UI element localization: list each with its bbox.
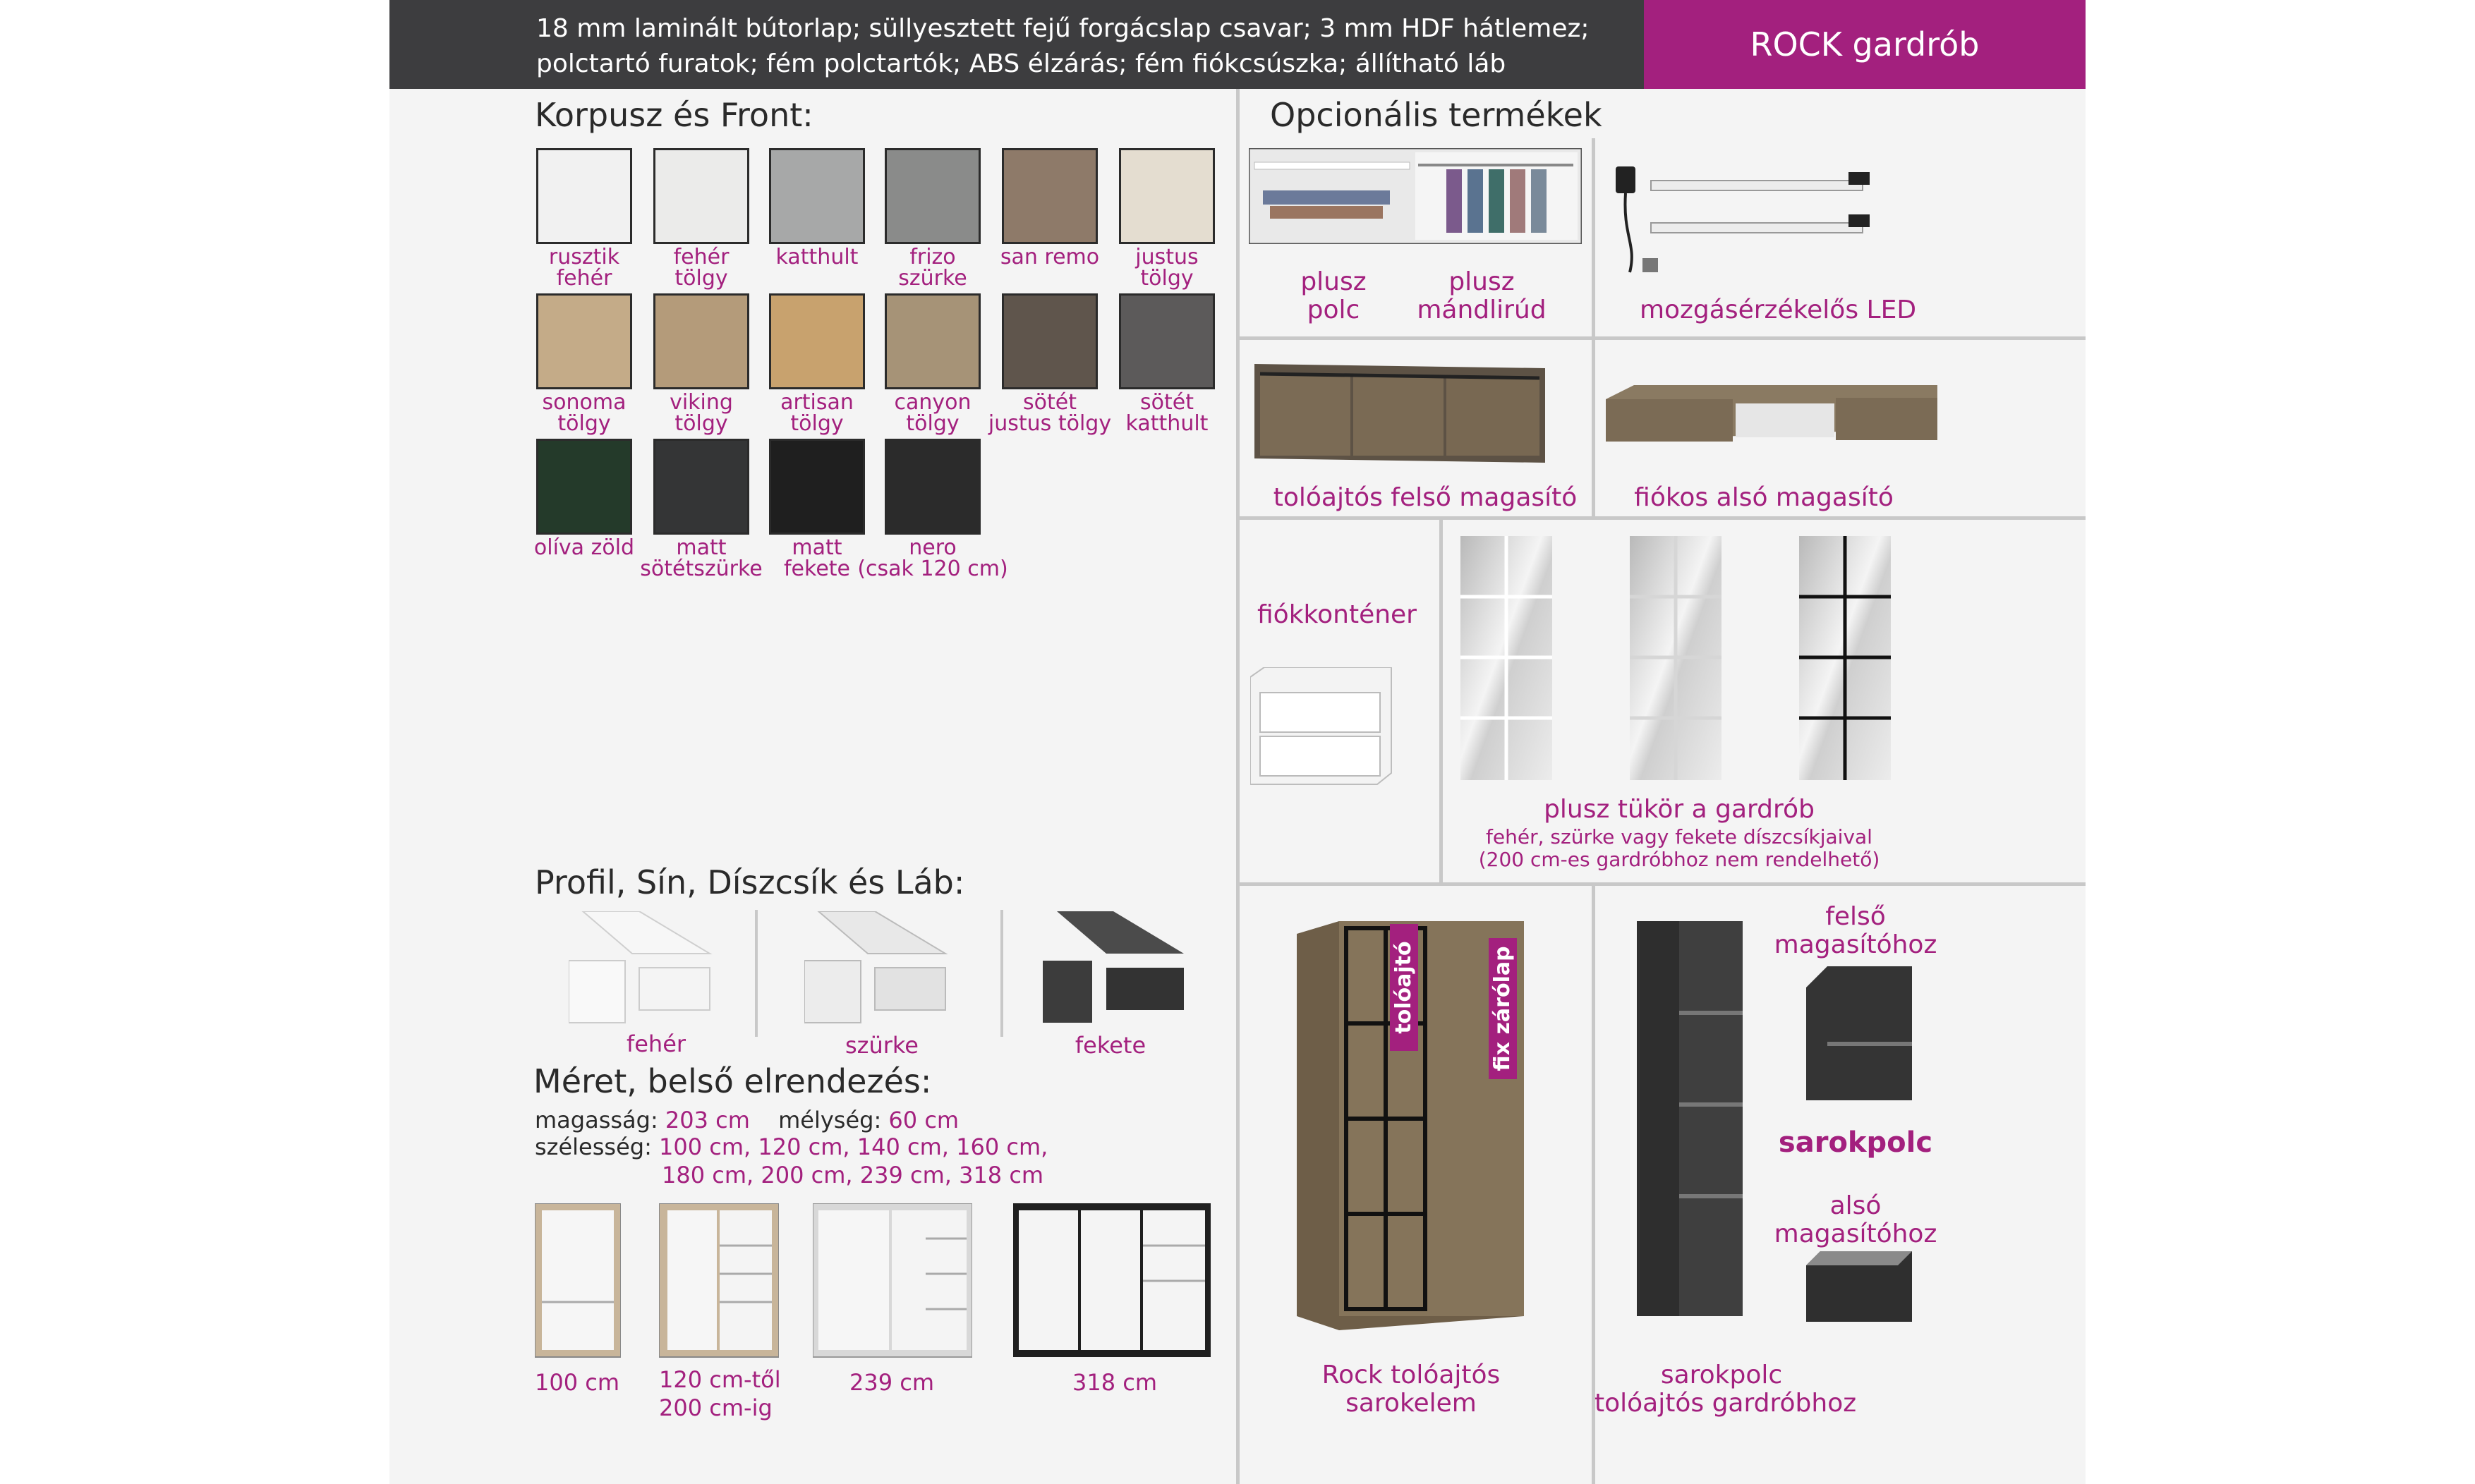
profil-fekete-label: fekete — [1075, 1032, 1146, 1059]
swatch-label-line: tölgy — [674, 266, 728, 291]
label-line: mándlirúd — [1417, 296, 1547, 324]
divider — [1000, 910, 1003, 1037]
swatch-label-line: sötét — [1140, 390, 1194, 415]
swatch-label-line: justus — [1135, 245, 1199, 269]
spec-header — [389, 0, 1644, 89]
top-extension-image — [1254, 357, 1558, 463]
label-line: tolóajtós gardróbhoz — [1594, 1389, 1857, 1418]
swatch-label-line: fekete — [784, 556, 850, 581]
dimension-height-depth — [535, 1106, 959, 1134]
shelf-rod-photo — [1249, 148, 1582, 244]
plusz-polc-label — [1291, 268, 1376, 324]
color-swatch[interactable] — [769, 439, 865, 535]
divider — [1592, 138, 1595, 339]
size-239-label — [849, 1368, 934, 1397]
magassag-value: 203 cm — [665, 1107, 750, 1133]
drawer-container-image — [1250, 667, 1405, 791]
divider — [1439, 520, 1443, 884]
fix-zarolap-tag: fix zárólap — [1489, 938, 1517, 1079]
swatch-label-line: szürke — [898, 266, 967, 291]
wardrobe-100-image — [535, 1203, 621, 1358]
color-swatch[interactable] — [1119, 148, 1215, 244]
section-title-korpusz: Korpusz és Front: — [535, 96, 813, 134]
also-magasitohoz-label — [1757, 1192, 1954, 1248]
mirror-black-grid — [1799, 536, 1891, 780]
swatch-label-line: sonoma — [542, 390, 627, 415]
label-line: 239 cm — [849, 1369, 935, 1396]
swatch-label-line: tölgy — [674, 411, 728, 436]
tukor-line-2: fehér, szürke vagy fekete díszcsíkjaival — [1486, 825, 1872, 849]
label-line: sarokelem — [1345, 1389, 1477, 1418]
szelesseg-values-2: 180 cm, 200 cm, 239 cm, 318 cm — [662, 1162, 1044, 1188]
swatch-label — [857, 537, 1009, 580]
led-label: mozgásérzékelős LED — [1639, 296, 1917, 324]
swatch-label-line: justus tölgy — [988, 411, 1112, 436]
color-swatch[interactable] — [769, 148, 865, 244]
color-swatch[interactable] — [1002, 293, 1098, 389]
top-corner-shelf-image — [1806, 966, 1912, 1107]
swatch-label-line: nero — [909, 535, 957, 560]
divider — [755, 910, 758, 1037]
color-swatch[interactable] — [885, 293, 981, 389]
felso-magasitohoz-label — [1757, 903, 1954, 959]
swatch-label-line: frizo — [909, 245, 956, 269]
swatch-label-line: (csak 120 cm) — [857, 556, 1008, 581]
spec-line-2: polctartó furatok; fém polctartók; ABS élzárás; fém fiókcsúszka; állítható láb — [536, 49, 1506, 78]
also-magasito-label: fiókos alsó magasító — [1634, 483, 1894, 512]
profil-szurke-label: szürke — [845, 1032, 919, 1059]
label-line: Rock tolóajtós — [1321, 1361, 1501, 1389]
divider — [1240, 336, 2086, 340]
color-swatch[interactable] — [653, 293, 749, 389]
swatch-label-line: rusztik — [548, 245, 620, 269]
label-line: sarokpolc — [1660, 1361, 1783, 1389]
label-line: felső — [1825, 902, 1886, 931]
melyseg-label: mélység: — [778, 1107, 882, 1133]
swatch-label-line: olíva zöld — [533, 535, 635, 560]
profil-feher-label: fehér — [626, 1030, 686, 1057]
swatch-label-line: matt — [792, 535, 842, 560]
sarokpolc-bottom-label — [1594, 1361, 1857, 1418]
bottom-corner-shelf-image — [1806, 1251, 1912, 1329]
color-swatch[interactable] — [769, 293, 865, 389]
profile-white-image — [569, 911, 717, 1024]
divider — [1592, 340, 1595, 518]
fiokkontener-label: fiókkonténer — [1257, 600, 1417, 629]
label-line: alsó — [1829, 1191, 1882, 1220]
swatch-label-line: fehér — [673, 245, 730, 269]
color-swatch[interactable] — [653, 439, 749, 535]
label-line: 200 cm-ig — [659, 1394, 773, 1421]
color-swatch[interactable] — [885, 148, 981, 244]
color-swatch[interactable] — [536, 148, 632, 244]
tukor-line-3: (200 cm-es gardróbhoz nem rendelhető) — [1478, 848, 1880, 871]
swatch-label-line: tölgy — [790, 411, 844, 436]
section-title-opcionalis: Opcionális termékek — [1270, 96, 1602, 134]
size-100-label — [535, 1368, 619, 1397]
section-title-profil: Profil, Sín, Díszcsík és Láb: — [535, 863, 965, 901]
corner-shelf-image — [1637, 921, 1757, 1323]
swatch-label — [1091, 392, 1243, 434]
swatch-label-line: katthult — [775, 245, 859, 269]
melyseg-value: 60 cm — [888, 1107, 960, 1133]
sarokpolc-label: sarokpolc — [1778, 1126, 1933, 1159]
swatch-label-line: artisan — [780, 390, 854, 415]
label-line: 318 cm — [1072, 1369, 1158, 1396]
bottom-extension-image — [1606, 385, 1937, 449]
size-318-label — [1072, 1368, 1157, 1397]
swatch-label-line: katthult — [1125, 411, 1209, 436]
led-strip-icon — [1609, 152, 1905, 286]
felso-magasito-label: tolóajtós felső magasító — [1273, 483, 1578, 512]
color-swatch[interactable] — [536, 293, 632, 389]
swatch-label-line: tölgy — [557, 411, 611, 436]
dimension-width-2 — [662, 1161, 1043, 1189]
swatch-label-line: sötét — [1023, 390, 1077, 415]
swatch-label — [1091, 247, 1243, 289]
section-title-meret: Méret, belső elrendezés: — [533, 1062, 932, 1100]
divider — [1240, 516, 2086, 520]
label-line: polc — [1307, 296, 1360, 324]
spec-line-1: 18 mm laminált bútorlap; süllyesztett fejű forgácslap csavar; 3 mm HDF hátlemez; — [536, 14, 1590, 43]
label-line: magasítóhoz — [1774, 1220, 1937, 1248]
profile-black-image — [1043, 911, 1191, 1024]
magassag-label: magasság: — [535, 1107, 658, 1133]
wardrobe-120-200-image — [659, 1203, 779, 1358]
wardrobe-318-image — [1013, 1203, 1211, 1358]
swatch-label-line: san remo — [1000, 245, 1100, 269]
swatch-label-line: canyon — [894, 390, 972, 415]
swatch-label-line: tölgy — [906, 411, 960, 436]
swatch-label-line: matt — [676, 535, 727, 560]
sarokelem-label — [1284, 1361, 1538, 1418]
swatch-label-line: viking — [670, 390, 733, 415]
color-swatch[interactable] — [536, 439, 632, 535]
color-swatch[interactable] — [1119, 293, 1215, 389]
color-swatch[interactable] — [653, 148, 749, 244]
label-line: plusz — [1448, 267, 1515, 296]
divider — [1240, 882, 2086, 886]
wardrobe-239-image — [813, 1203, 972, 1358]
toloajto-tag: tolóajtó — [1390, 924, 1418, 1051]
profile-grey-image — [804, 911, 952, 1024]
swatch-label-line: sötétszürke — [640, 556, 763, 581]
mirror-white-grid — [1460, 536, 1552, 780]
plusz-rud-label — [1404, 268, 1559, 324]
divider — [1236, 89, 1240, 1484]
product-title: ROCK gardrób — [1644, 0, 2086, 89]
color-swatch[interactable] — [1002, 148, 1098, 244]
label-line: plusz — [1300, 267, 1367, 296]
label-line: magasítóhoz — [1774, 930, 1937, 959]
szelesseg-label: szélesség: — [535, 1133, 652, 1160]
mirror-grey-grid — [1630, 536, 1721, 780]
tukor-title: plusz tükör a gardrób — [1544, 795, 1815, 824]
label-line: 120 cm-től — [659, 1366, 781, 1393]
color-swatch[interactable] — [885, 439, 981, 535]
dimension-width — [535, 1133, 1048, 1161]
swatch-label-line: fehér — [556, 266, 612, 291]
swatch-label-line: tölgy — [1140, 266, 1194, 291]
size-120-200-label — [659, 1366, 781, 1422]
label-line: 100 cm — [535, 1369, 620, 1396]
szelesseg-values-1: 100 cm, 120 cm, 140 cm, 160 cm, — [659, 1133, 1048, 1160]
